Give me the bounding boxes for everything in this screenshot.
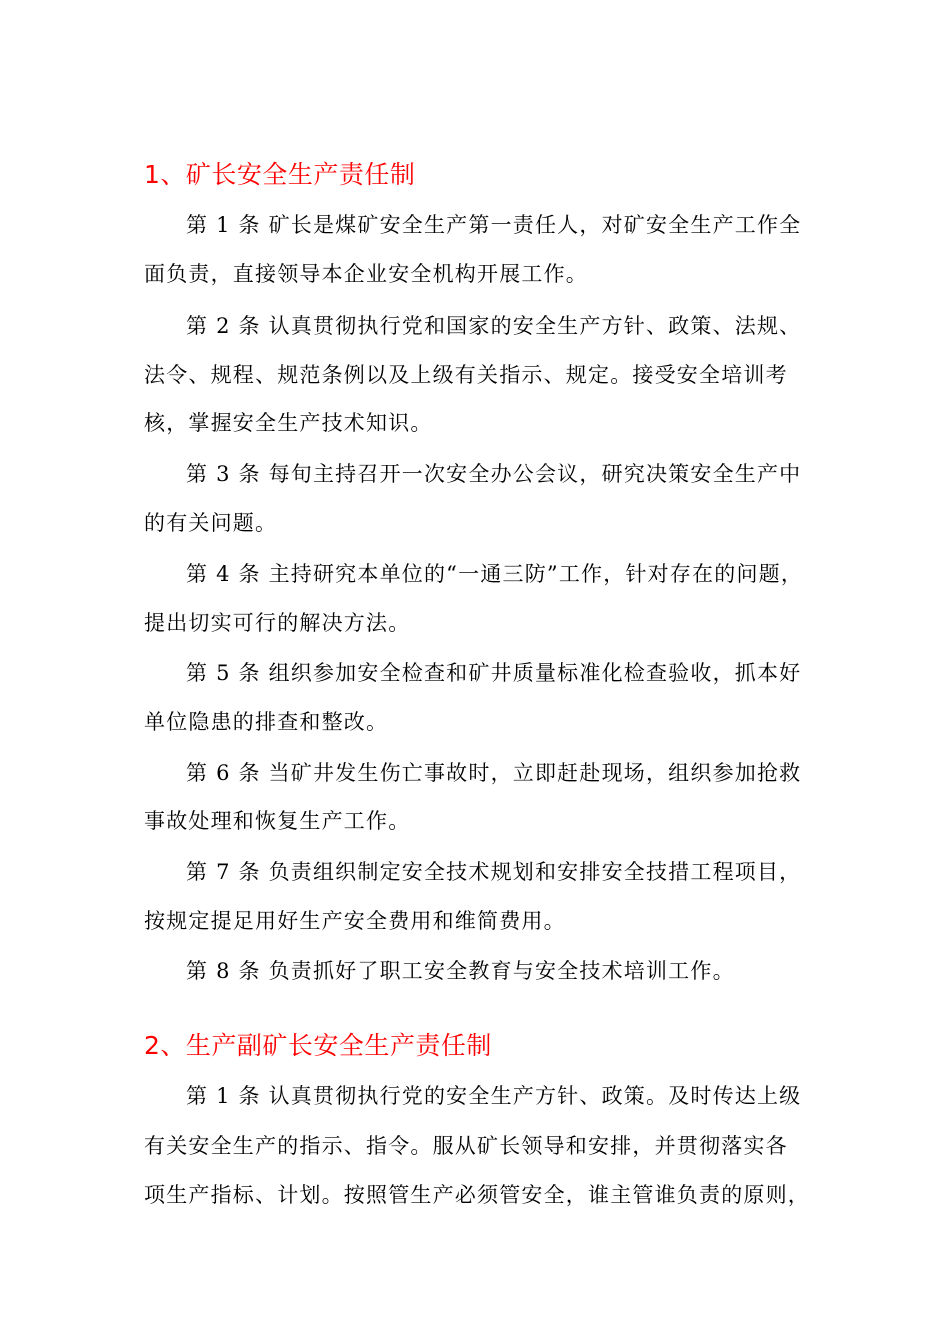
paragraph-line: 第 5 条 组织参加安全检查和矿井质量标准化检查验收，抓本好	[186, 661, 802, 685]
paragraph-line: 第 4 条 主持研究本单位的“一通三防”工作，针对存在的问题，	[186, 562, 804, 586]
paragraph-line: 面负责，直接领导本企业安全机构开展工作。	[144, 262, 588, 286]
section-heading-2: 2、生产副矿长安全生产责任制	[144, 1031, 492, 1060]
paragraph-line: 法令、规程、规范条例以及上级有关指示、规定。接受安全培训考	[144, 363, 788, 387]
paragraph-line: 第 1 条 矿长是煤矿安全生产第一责任人，对矿安全生产工作全	[186, 213, 802, 237]
paragraph-line: 第 7 条 负责组织制定安全技术规划和安排安全技措工程项目，	[186, 860, 802, 884]
paragraph-line: 按规定提足用好生产安全费用和维简费用。	[144, 909, 566, 933]
paragraph-line: 有关安全生产的指示、指令。服从矿长领导和安排，并贯彻落实各	[144, 1134, 788, 1158]
section-heading-1: 1、矿长安全生产责任制	[144, 160, 416, 189]
paragraph-line: 第 2 条 认真贯彻执行党和国家的安全生产方针、政策、法规、	[186, 314, 802, 338]
paragraph-line: 事故处理和恢复生产工作。	[144, 809, 411, 833]
paragraph-line: 第 3 条 每旬主持召开一次安全办公会议，研究决策安全生产中	[186, 462, 802, 486]
paragraph-line: 单位隐患的排查和整改。	[144, 710, 389, 734]
paragraph-line: 第 8 条 负责抓好了职工安全教育与安全技术培训工作。	[186, 959, 735, 983]
paragraph-line: 项生产指标、计划。按照管生产必须管安全，谁主管谁负责的原则，	[144, 1183, 810, 1207]
paragraph-line: 提出切实可行的解决方法。	[144, 611, 411, 635]
paragraph-line: 的有关问题。	[144, 511, 278, 535]
paragraph-line: 第 6 条 当矿井发生伤亡事故时，立即赶赴现场，组织参加抢救	[186, 761, 802, 785]
paragraph-line: 核，掌握安全生产技术知识。	[144, 411, 433, 435]
paragraph-line: 第 1 条 认真贯彻执行党的安全生产方针、政策。及时传达上级	[186, 1084, 802, 1108]
